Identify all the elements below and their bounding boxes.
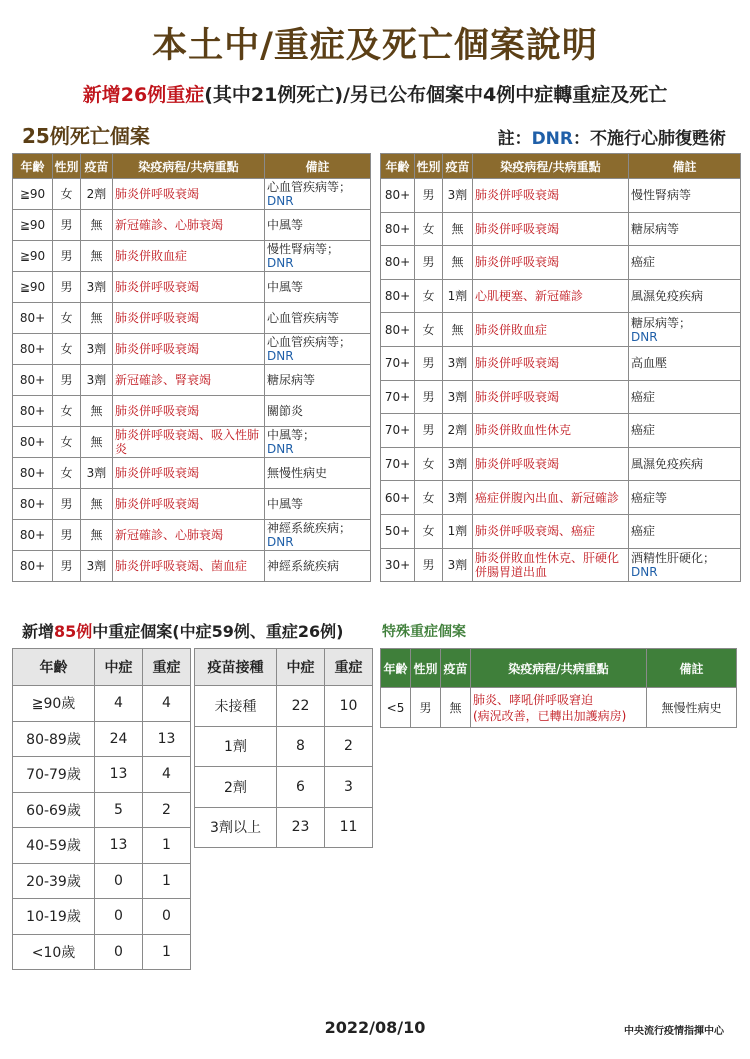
col-vaccine: 疫苗 [441, 649, 471, 688]
table-row [13, 272, 371, 303]
cell-mid: 4 [95, 686, 143, 722]
note-text: 無慢性病史 [267, 466, 328, 480]
cell-sex: 男 [53, 489, 81, 520]
cell-sex: 男 [53, 520, 81, 551]
cell-note [629, 179, 741, 213]
cell-age: 80+ [13, 520, 53, 551]
cell-age: ≧90 [13, 179, 53, 210]
note-text: 神經系統疾病； [267, 521, 352, 535]
cell-sex: 男 [53, 365, 81, 396]
cell-cause: 肺炎併敗血性休克、肝硬化併腸胃道出血 [473, 548, 629, 582]
cell-label: 未接種 [195, 686, 277, 727]
cell-sex: 男 [53, 551, 81, 582]
table-row [13, 210, 371, 241]
table-row [381, 548, 741, 582]
table-row [381, 346, 741, 380]
cell-age: 70+ [381, 447, 415, 481]
table-row [13, 365, 371, 396]
cell-vaccine: 3劑 [443, 481, 473, 515]
table-row [381, 246, 741, 280]
cell-cause: 肺炎併呼吸衰竭 [473, 212, 629, 246]
cell-cause: 肺炎併敗血症 [113, 241, 265, 272]
col-cause: 染疫病程/共病重點 [113, 154, 265, 179]
footer-date: 2022/08/10 [324, 1018, 426, 1037]
cell-cause: 新冠確診、腎衰竭 [113, 365, 265, 396]
cell-severe: 1 [143, 828, 191, 864]
cell-sex: 女 [415, 514, 443, 548]
cell-age: 80+ [13, 458, 53, 489]
death-table-left-header [13, 154, 371, 179]
cell-vaccine: 無 [81, 303, 113, 334]
cell-cause: 肺炎併呼吸衰竭 [113, 458, 265, 489]
cell-mid: 24 [95, 721, 143, 757]
dnr-badge: DNR [267, 349, 294, 363]
cell-age: 80+ [13, 334, 53, 365]
dnr-badge: DNR [631, 329, 658, 344]
table-row [13, 828, 191, 864]
cell-age: 80+ [13, 427, 53, 458]
col-note: 備註 [265, 154, 371, 179]
cell-cause: 肺炎併呼吸衰竭 [113, 303, 265, 334]
dnr-badge: DNR [631, 564, 658, 579]
cell-vaccine: 3劑 [443, 380, 473, 414]
cell-cause: 肺炎併呼吸衰竭、癌症 [473, 514, 629, 548]
cell-vaccine: 無 [441, 688, 471, 728]
dnr-badge: DNR [267, 442, 294, 456]
cell-age: 50+ [381, 514, 415, 548]
cell-cause: 肺炎併呼吸衰竭 [473, 246, 629, 280]
cell-severe: 10 [325, 686, 373, 727]
cell-label: 3劑以上 [195, 807, 277, 848]
cell-note [265, 520, 371, 551]
cell-cause: 肺炎併呼吸衰竭 [473, 346, 629, 380]
cell-age: 80+ [13, 551, 53, 582]
note-prefix: 註： [497, 129, 532, 149]
table-row [13, 934, 191, 970]
cell-mid: 0 [95, 899, 143, 935]
cell-cause: 新冠確診、心肺衰竭 [113, 210, 265, 241]
table-row [195, 767, 373, 808]
cell-cause: 新冠確診、心肺衰竭 [113, 520, 265, 551]
cell-note [629, 481, 741, 515]
col-note: 備註 [647, 649, 737, 688]
cell-age: 80+ [381, 246, 415, 280]
vaccine-stat-table [194, 648, 373, 848]
cell-vaccine: 無 [81, 427, 113, 458]
table-row [13, 489, 371, 520]
cell-mid: 0 [95, 863, 143, 899]
table-row [13, 757, 191, 793]
heading-num: 85例 [54, 622, 93, 641]
cell-vaccine: 1劑 [443, 514, 473, 548]
cell-note [629, 279, 741, 313]
col-age: 年齡 [381, 154, 415, 179]
cell-note [629, 447, 741, 481]
cell-age: 80+ [381, 179, 415, 213]
cell-severe: 2 [325, 726, 373, 767]
table-row [13, 303, 371, 334]
col-vaccine: 疫苗 [81, 154, 113, 179]
cell-age: 60+ [381, 481, 415, 515]
cell-mid: 5 [95, 792, 143, 828]
cell-cause: 肺炎併呼吸衰竭 [473, 380, 629, 414]
cell-vaccine: 無 [443, 212, 473, 246]
page-title: 本土中/重症及死亡個案說明 [152, 26, 598, 66]
table-row [13, 686, 191, 722]
table-row [13, 427, 371, 458]
cell-sex: 男 [415, 380, 443, 414]
cell-sex: 女 [53, 427, 81, 458]
note-text: 中風等； [267, 428, 316, 442]
col-cause: 染疫病程/共病重點 [473, 154, 629, 179]
age-stat-table [12, 648, 191, 970]
cell-age: 70+ [381, 346, 415, 380]
cell-sex: 女 [415, 279, 443, 313]
special-section-heading: 特殊重症個案 [382, 624, 466, 640]
cell-note [265, 210, 371, 241]
col-age: 年齡 [381, 649, 411, 688]
note-text: 風濕免疫疾病 [631, 289, 704, 304]
death-table-left [12, 153, 371, 582]
cell-age: 80+ [13, 396, 53, 427]
cell-severe: 4 [143, 686, 191, 722]
dnr-note [498, 124, 726, 149]
cell-vaccine: 3劑 [81, 458, 113, 489]
cell-label: 70-79歲 [13, 757, 95, 793]
cell-severe: 4 [143, 757, 191, 793]
cell-cause: 肺炎併呼吸衰竭 [473, 447, 629, 481]
cell-sex: 女 [53, 334, 81, 365]
note-text: 糖尿病等 [267, 373, 316, 387]
cell-cause: 癌症併腹內出血、新冠確診 [473, 481, 629, 515]
cell-vaccine: 2劑 [443, 414, 473, 448]
cell-vaccine: 無 [81, 489, 113, 520]
cell-note [265, 458, 371, 489]
cell-vaccine: 3劑 [443, 346, 473, 380]
col-sex: 性別 [411, 649, 441, 688]
note-text: 關節炎 [267, 404, 304, 418]
cell-sex: 男 [415, 548, 443, 582]
cell-mid: 6 [277, 767, 325, 808]
cell-severe: 1 [143, 934, 191, 970]
cell-age: <5 [381, 688, 411, 728]
cell-note [265, 489, 371, 520]
note-text: 癌症 [631, 524, 656, 539]
page-subtitle [0, 80, 750, 107]
cell-note [265, 365, 371, 396]
cell-sex: 男 [415, 346, 443, 380]
col-severe: 重症 [325, 649, 373, 686]
table-row [13, 179, 371, 210]
table-row [13, 863, 191, 899]
table-row [381, 414, 741, 448]
subtitle-rest: (其中21例死亡)/另已公布個案中4例中症轉重症及死亡 [204, 84, 668, 106]
table-row [13, 551, 371, 582]
cell-cause [471, 688, 647, 728]
cell-note [629, 548, 741, 582]
cell-sex: 女 [415, 212, 443, 246]
note-text: 心血管疾病等 [267, 311, 340, 325]
cell-severe: 2 [143, 792, 191, 828]
table-row [195, 726, 373, 767]
cell-sex: 女 [415, 447, 443, 481]
note-text: 心血管疾病等； [267, 180, 352, 194]
cell-vaccine: 無 [81, 396, 113, 427]
cell-age: 70+ [381, 414, 415, 448]
table-row [195, 686, 373, 727]
footer-org: 中央流行疫情指揮中心 [624, 1026, 724, 1037]
cell-note [629, 212, 741, 246]
dnr-badge: DNR [267, 256, 294, 270]
cell-cause: 肺炎併呼吸衰竭 [113, 396, 265, 427]
table-row [381, 212, 741, 246]
cell-note [265, 396, 371, 427]
cell-sex: 女 [53, 396, 81, 427]
table-row [13, 334, 371, 365]
cell-sex: 男 [415, 179, 443, 213]
cell-age: 80+ [13, 489, 53, 520]
cell-note [629, 414, 741, 448]
note-text: 中風等 [267, 218, 304, 232]
col-vaccine: 疫苗 [443, 154, 473, 179]
severe-section-heading [22, 619, 343, 642]
cell-sex: 男 [53, 210, 81, 241]
cell-vaccine: 3劑 [443, 447, 473, 481]
cell-cause: 肺炎併呼吸衰竭 [113, 179, 265, 210]
cell-age: 80+ [13, 365, 53, 396]
cell-note [265, 303, 371, 334]
cell-severe: 0 [143, 899, 191, 935]
note-text: 糖尿病等 [631, 221, 680, 236]
cell-cause: 肺炎併呼吸衰竭 [473, 179, 629, 213]
death-table-right [380, 153, 741, 582]
cell-label: 60-69歲 [13, 792, 95, 828]
col-mid: 中症 [277, 649, 325, 686]
cell-mid: 8 [277, 726, 325, 767]
note-text: 心血管疾病等； [267, 335, 352, 349]
cell-label: 20-39歲 [13, 863, 95, 899]
note-text: 糖尿病等； [631, 315, 692, 330]
cell-cause: 肺炎併呼吸衰竭、菌血症 [113, 551, 265, 582]
col-age: 年齡 [13, 649, 95, 686]
cell-sex: 女 [415, 313, 443, 347]
col-sex: 性別 [415, 154, 443, 179]
note-text: 癌症 [631, 423, 656, 438]
cell-age: 30+ [381, 548, 415, 582]
note-text: 癌症 [631, 255, 656, 270]
cell-note: 無慢性病史 [647, 688, 737, 728]
cell-age: ≧90 [13, 272, 53, 303]
cell-age: 70+ [381, 380, 415, 414]
cell-note [265, 179, 371, 210]
cell-note [265, 334, 371, 365]
cell-note [629, 346, 741, 380]
col-mid: 中症 [95, 649, 143, 686]
col-age: 年齡 [13, 154, 53, 179]
death-section-heading: 25例死亡個案 [22, 124, 150, 148]
col-severe: 重症 [143, 649, 191, 686]
note-suffix: ：不施行心肺復甦術 [573, 129, 726, 149]
cell-note [629, 246, 741, 280]
cell-sex: 男 [411, 688, 441, 728]
cell-label: ≧90歲 [13, 686, 95, 722]
cell-cause: 肺炎併敗血性休克 [473, 414, 629, 448]
cell-note [629, 514, 741, 548]
cell-sex: 女 [53, 303, 81, 334]
note-text: 酒精性肝硬化； [631, 550, 716, 565]
cell-age: ≧90 [13, 241, 53, 272]
cell-note [629, 380, 741, 414]
cell-age: 80+ [13, 303, 53, 334]
cell-cause: 肺炎併呼吸衰竭、吸入性肺炎 [113, 427, 265, 458]
cell-sex: 男 [53, 241, 81, 272]
cell-note [629, 313, 741, 347]
cell-cause: 肺炎併呼吸衰竭 [113, 489, 265, 520]
cell-cause: 心肌梗塞、新冠確診 [473, 279, 629, 313]
note-text: 神經系統疾病 [267, 559, 340, 573]
cell-vaccine: 無 [81, 210, 113, 241]
cell-cause: 肺炎併敗血症 [473, 313, 629, 347]
cell-vaccine: 無 [443, 313, 473, 347]
note-text: 癌症等 [631, 490, 668, 505]
note-text: 慢性腎病等 [631, 188, 692, 203]
cell-vaccine: 3劑 [443, 179, 473, 213]
cell-label: 10-19歲 [13, 899, 95, 935]
cell-mid: 0 [95, 934, 143, 970]
cell-severe: 11 [325, 807, 373, 848]
cell-vaccine: 3劑 [443, 548, 473, 582]
cell-vaccine: 無 [443, 246, 473, 280]
table-row [381, 380, 741, 414]
cell-label: <10歲 [13, 934, 95, 970]
note-text: 風濕免疫疾病 [631, 457, 704, 472]
table-row [13, 458, 371, 489]
special-case-table [380, 648, 737, 728]
cell-age: 80+ [381, 212, 415, 246]
cell-sex: 女 [53, 179, 81, 210]
cell-note [265, 272, 371, 303]
note-dnr: DNR [531, 129, 573, 149]
note-text: 癌症 [631, 389, 656, 404]
cell-age: ≧90 [13, 210, 53, 241]
cell-severe: 13 [143, 721, 191, 757]
cell-vaccine: 3劑 [81, 551, 113, 582]
table-row [381, 313, 741, 347]
cell-label: 40-59歲 [13, 828, 95, 864]
note-text: 中風等 [267, 497, 304, 511]
note-text: 高血壓 [631, 356, 668, 371]
cell-mid: 13 [95, 828, 143, 864]
table-row [13, 899, 191, 935]
cell-mid: 23 [277, 807, 325, 848]
cell-note [265, 551, 371, 582]
heading-pre: 新增 [22, 622, 55, 641]
col-cause: 染疫病程/共病重點 [471, 649, 647, 688]
subtitle-highlight: 新增26例重症 [82, 84, 205, 106]
dnr-badge: DNR [267, 535, 294, 549]
cell-cause: 肺炎併呼吸衰竭 [113, 334, 265, 365]
special-case-row [381, 688, 737, 728]
table-row [13, 792, 191, 828]
table-row [195, 807, 373, 848]
table-row [13, 241, 371, 272]
cell-severe: 1 [143, 863, 191, 899]
table-row [13, 520, 371, 551]
cell-mid: 22 [277, 686, 325, 727]
cell-sex: 女 [415, 481, 443, 515]
col-sex: 性別 [53, 154, 81, 179]
cell-sex: 男 [53, 272, 81, 303]
cell-age: 80+ [381, 279, 415, 313]
cell-sex: 女 [53, 458, 81, 489]
cell-vaccine: 無 [81, 241, 113, 272]
cell-severe: 3 [325, 767, 373, 808]
cell-note [265, 427, 371, 458]
dnr-badge: DNR [267, 194, 294, 208]
cell-note [265, 241, 371, 272]
note-text: 中風等 [267, 280, 304, 294]
col-note: 備註 [629, 154, 741, 179]
table-row [381, 179, 741, 213]
table-row [13, 721, 191, 757]
cell-label: 2劑 [195, 767, 277, 808]
cell-label: 80-89歲 [13, 721, 95, 757]
col-vaccine: 疫苗接種 [195, 649, 277, 686]
cell-label: 1劑 [195, 726, 277, 767]
cell-vaccine: 3劑 [81, 334, 113, 365]
cell-vaccine: 1劑 [443, 279, 473, 313]
cell-vaccine: 2劑 [81, 179, 113, 210]
death-table-right-header [381, 154, 741, 179]
cell-mid: 13 [95, 757, 143, 793]
cause-detail: (病況改善，已轉出加護病房) [473, 708, 627, 723]
table-row [381, 514, 741, 548]
table-row [381, 279, 741, 313]
note-text: 慢性腎病等； [267, 242, 340, 256]
cell-vaccine: 3劑 [81, 272, 113, 303]
cell-sex: 男 [415, 246, 443, 280]
heading-post: 中重症個案(中症59例、重症26例) [92, 622, 344, 641]
table-row [381, 447, 741, 481]
cell-vaccine: 3劑 [81, 365, 113, 396]
cell-sex: 男 [415, 414, 443, 448]
cause-main: 肺炎、哮吼併呼吸窘迫 [473, 692, 594, 707]
table-row [13, 396, 371, 427]
table-row [381, 481, 741, 515]
cell-vaccine: 無 [81, 520, 113, 551]
cell-cause: 肺炎併呼吸衰竭 [113, 272, 265, 303]
cell-age: 80+ [381, 313, 415, 347]
